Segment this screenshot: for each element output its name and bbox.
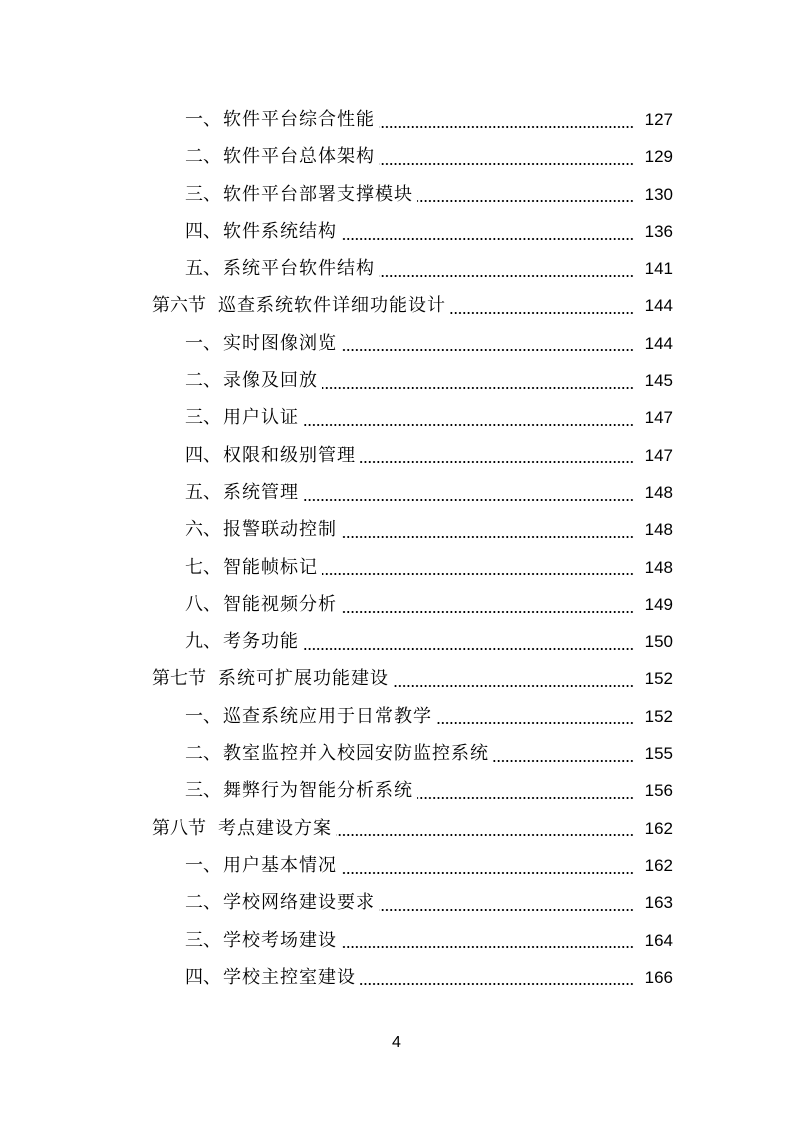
toc-entry-title: 学校主控室建设 [223, 966, 356, 988]
toc-entry-page-number: 152 [644, 669, 673, 689]
toc-subsection-entry[interactable] [0, 847, 793, 884]
toc-entry-title: 舞弊行为智能分析系统 [223, 780, 413, 802]
toc-entry-page-number: 152 [644, 706, 673, 726]
toc-entry-number: 二、 [185, 743, 221, 765]
dot-leader [341, 536, 634, 538]
toc-entry-number: 三、 [185, 407, 221, 429]
toc-entry-number: 第八节 [152, 817, 206, 839]
toc-entry-title: 学校考场建设 [223, 929, 337, 951]
dot-leader [341, 872, 634, 874]
toc-entry-number: 第七节 [152, 668, 206, 690]
toc-subsection-entry[interactable] [0, 138, 793, 175]
toc-entry-number: 一、 [185, 705, 221, 727]
toc-subsection-entry[interactable] [0, 884, 793, 921]
dot-leader [417, 200, 634, 202]
toc-entry-title: 智能视频分析 [223, 593, 337, 615]
dot-leader [450, 312, 634, 314]
toc-entry-title: 考务功能 [223, 631, 299, 653]
toc-subsection-entry[interactable] [0, 437, 793, 474]
toc-subsection-entry[interactable] [0, 549, 793, 586]
dot-leader [303, 424, 634, 426]
toc-entry-page-number: 147 [644, 408, 673, 428]
toc-entry-page-number: 166 [644, 967, 673, 987]
dot-leader [379, 126, 634, 128]
toc-entry-page-number: 148 [644, 482, 673, 502]
dot-leader [336, 834, 634, 836]
dot-leader [379, 163, 634, 165]
toc-subsection-entry[interactable] [0, 101, 793, 138]
dot-leader [417, 797, 634, 799]
toc-entry-number: 五、 [185, 481, 221, 503]
toc-entry-title: 系统可扩展功能建设 [218, 668, 389, 690]
toc-entry-title: 软件平台部署支撑模块 [223, 183, 413, 205]
toc-entry-number: 三、 [185, 929, 221, 951]
toc-entry-page-number: 162 [644, 855, 673, 875]
toc-entry-number: 四、 [185, 444, 221, 466]
toc-entry-number: 三、 [185, 183, 221, 205]
toc-entry-page-number: 129 [644, 147, 673, 167]
dot-leader [360, 461, 634, 463]
dot-leader [322, 573, 634, 575]
toc-entry-title: 用户基本情况 [223, 854, 337, 876]
toc-entry-page-number: 164 [644, 930, 673, 950]
dot-leader [436, 722, 634, 724]
dot-leader [303, 499, 634, 501]
toc-subsection-entry[interactable] [0, 772, 793, 809]
toc-entry-title: 软件平台综合性能 [223, 109, 375, 130]
toc-entry-number: 九、 [185, 631, 221, 653]
toc-subsection-entry[interactable] [0, 362, 793, 399]
dot-leader [493, 760, 634, 762]
page-number: 4 [392, 1034, 401, 1051]
toc-section-entry[interactable] [0, 810, 793, 847]
toc-entry-number: 六、 [185, 519, 221, 541]
toc-subsection-entry[interactable] [0, 959, 793, 996]
dot-leader [322, 387, 634, 389]
toc-entry-page-number: 144 [644, 296, 673, 316]
dot-leader [379, 275, 634, 277]
toc-entry-number: 二、 [185, 892, 221, 914]
toc-subsection-entry[interactable] [0, 399, 793, 436]
toc-entry-page-number: 156 [644, 781, 673, 801]
toc-entry-page-number: 141 [644, 259, 673, 279]
toc-entry-number: 二、 [185, 146, 221, 168]
toc-entry-title: 录像及回放 [223, 370, 318, 392]
toc-entry-title: 系统平台软件结构 [223, 258, 375, 280]
toc-entry-number: 一、 [185, 854, 221, 876]
toc-entry-number: 三、 [185, 780, 221, 802]
dot-leader [379, 909, 634, 911]
dot-leader [393, 685, 634, 687]
toc-entry-page-number: 144 [644, 333, 673, 353]
toc-entry-title: 学校网络建设要求 [223, 892, 375, 914]
toc-entry-title: 权限和级别管理 [223, 444, 356, 466]
toc-entry-title: 巡查系统应用于日常教学 [223, 705, 432, 727]
dot-leader [303, 648, 634, 650]
dot-leader [341, 611, 634, 613]
toc-section-entry[interactable] [0, 287, 793, 324]
toc-entry-title: 巡查系统软件详细功能设计 [218, 295, 446, 317]
toc-entry-title: 实时图像浏览 [223, 332, 337, 354]
toc-entry-title: 教室监控并入校园安防监控系统 [223, 743, 489, 765]
toc-entry-page-number: 145 [644, 371, 673, 391]
toc-subsection-entry[interactable] [0, 176, 793, 213]
dot-leader [341, 349, 634, 351]
toc-entry-title: 系统管理 [223, 481, 299, 503]
toc-subsection-entry[interactable] [0, 623, 793, 660]
toc-entry-number: 一、 [185, 332, 221, 354]
toc-subsection-entry[interactable] [0, 474, 793, 511]
toc-entry-title: 智能帧标记 [223, 556, 318, 578]
toc-entry-number: 七、 [185, 556, 221, 578]
toc-section-entry[interactable] [0, 660, 793, 697]
toc-entry-page-number: 162 [644, 818, 673, 838]
dot-leader [360, 983, 634, 985]
toc-subsection-entry[interactable] [0, 250, 793, 287]
toc-entry-number: 一、 [185, 109, 221, 130]
toc-entry-number: 二、 [185, 370, 221, 392]
toc-entry-number: 第六节 [152, 295, 206, 317]
toc-subsection-entry[interactable] [0, 325, 793, 362]
toc-entry-number: 四、 [185, 220, 221, 242]
toc-entry-number: 五、 [185, 258, 221, 280]
toc-entry-page-number: 148 [644, 557, 673, 577]
toc-entry-number: 八、 [185, 593, 221, 615]
toc-entry-page-number: 155 [644, 744, 673, 764]
toc-entry-page-number: 147 [644, 445, 673, 465]
toc-subsection-entry[interactable] [0, 586, 793, 623]
toc-entry-title: 软件系统结构 [223, 220, 337, 242]
toc-entry-title: 软件平台总体架构 [223, 146, 375, 168]
dot-leader [341, 946, 634, 948]
toc-entry-title: 考点建设方案 [218, 817, 332, 839]
toc-subsection-entry[interactable] [0, 511, 793, 548]
dot-leader [341, 238, 634, 240]
toc-entry-page-number: 130 [644, 184, 673, 204]
toc-subsection-entry[interactable] [0, 735, 793, 772]
toc-entry-page-number: 149 [644, 594, 673, 614]
table-of-contents [0, 101, 793, 996]
toc-subsection-entry[interactable] [0, 213, 793, 250]
toc-subsection-entry[interactable] [0, 922, 793, 959]
toc-subsection-entry[interactable] [0, 698, 793, 735]
toc-entry-title: 用户认证 [223, 407, 299, 429]
toc-entry-page-number: 127 [644, 110, 673, 129]
toc-entry-page-number: 136 [644, 221, 673, 241]
toc-entry-page-number: 148 [644, 520, 673, 540]
toc-entry-page-number: 150 [644, 632, 673, 652]
toc-entry-number: 四、 [185, 966, 221, 988]
toc-entry-page-number: 163 [644, 893, 673, 913]
toc-entry-title: 报警联动控制 [223, 519, 337, 541]
